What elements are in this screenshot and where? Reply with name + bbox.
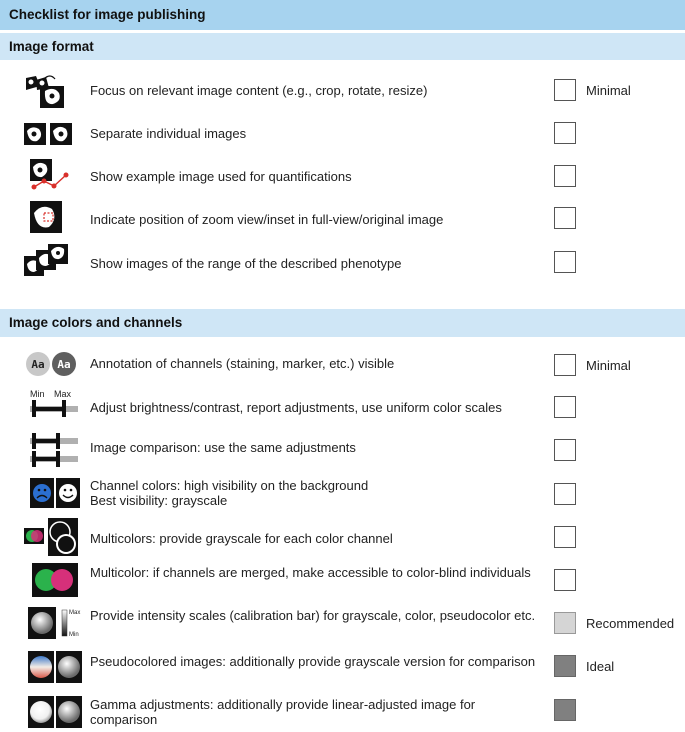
checklist-row <box>0 350 685 378</box>
checklist-row <box>0 518 685 558</box>
checklist-row <box>0 561 685 599</box>
level-label: Recommended <box>586 616 675 631</box>
level-label: Minimal <box>586 358 631 373</box>
item-text: Show images of the range of the described phenotype <box>90 256 402 271</box>
item-text: Provide intensity scales (calibration bar) for grayscale, color, pseudocolor etc. <box>90 608 536 623</box>
item-text: Adjust brightness/contrast, report adjustments, use uniform color scales <box>90 400 502 415</box>
separate-images-icon <box>22 117 82 151</box>
checklist-checkbox[interactable] <box>554 207 576 229</box>
checklist-checkbox[interactable] <box>554 396 576 418</box>
quantification-example-icon <box>22 157 82 193</box>
checklist-checkbox[interactable] <box>554 79 576 101</box>
item-text: Separate individual images <box>90 126 247 141</box>
svg-text:Min: Min <box>69 632 79 638</box>
item-text: Image comparison: use the same adjustments <box>90 440 356 455</box>
checklist-row <box>0 603 685 643</box>
svg-text:Aa: Aa <box>57 358 71 371</box>
item-text: Annotation of channels (staining, marker, etc.) visible <box>90 356 395 371</box>
gamma-icon <box>22 692 82 732</box>
checklist-row <box>0 157 685 193</box>
page-title: Checklist for image publishing <box>9 7 206 22</box>
checklist-title-bar <box>0 0 685 30</box>
item-text: Indicate position of zoom view/inset in full-view/original image <box>90 212 444 227</box>
checklist-checkbox-ideal[interactable] <box>554 699 576 721</box>
level-label: Minimal <box>586 83 631 98</box>
item-text: Multicolor: if channels are merged, make accessible to color-blind individuals <box>90 565 531 580</box>
phenotype-range-icon <box>22 242 82 282</box>
pseudocolor-icon <box>22 647 82 687</box>
checklist-checkbox[interactable] <box>554 122 576 144</box>
item-text: Focus on relevant image content (e.g., crop, rotate, resize) <box>90 83 428 98</box>
item-text: Show example image used for quantifications <box>90 169 352 184</box>
item-text: Gamma adjustments: additionally provide linear-adjusted image for comparison <box>90 697 476 727</box>
zoom-inset-icon <box>22 198 82 238</box>
checklist-row <box>0 692 685 732</box>
checklist-checkbox-ideal[interactable] <box>554 655 576 677</box>
same-adjustments-icon <box>22 430 82 468</box>
checklist-row <box>0 198 685 238</box>
channel-annotation-icon <box>22 350 82 378</box>
checklist-checkbox[interactable] <box>554 251 576 273</box>
checklist-checkbox[interactable] <box>554 439 576 461</box>
channel-visibility-icon <box>22 475 82 513</box>
checklist-row <box>0 647 685 687</box>
item-text: Multicolors: provide grayscale for each color channel <box>90 531 393 546</box>
checklist-checkbox[interactable] <box>554 354 576 376</box>
item-text: Pseudocolored images: additionally provide grayscale version for comparison <box>90 654 536 669</box>
svg-text:Max: Max <box>54 389 72 399</box>
svg-text:Max: Max <box>69 610 81 616</box>
checklist-row <box>0 430 685 468</box>
multicolor-grayscale-icon <box>22 518 82 558</box>
crop-rotate-icon <box>22 74 82 110</box>
color-blind-merge-icon <box>22 561 82 599</box>
svg-text:Min: Min <box>30 389 45 399</box>
brightness-contrast-icon <box>22 388 82 424</box>
checklist-row <box>0 388 685 424</box>
checklist-checkbox[interactable] <box>554 526 576 548</box>
section-heading-image-colors: Image colors and channels <box>0 309 685 337</box>
calibration-bar-icon <box>22 603 82 643</box>
item-text: Channel colors: high visibility on the background Best visibility: grayscale <box>90 478 369 508</box>
checklist-checkbox-recommended[interactable] <box>554 612 576 634</box>
checklist-checkbox[interactable] <box>554 483 576 505</box>
section-heading-image-format: Image format <box>0 33 685 60</box>
level-label: Ideal <box>586 659 615 674</box>
svg-text:Aa: Aa <box>31 358 45 371</box>
checklist-row <box>0 74 685 110</box>
checklist-row <box>0 117 685 151</box>
checklist-checkbox[interactable] <box>554 569 576 591</box>
checklist-checkbox[interactable] <box>554 165 576 187</box>
checklist-row <box>0 475 685 513</box>
checklist-row <box>0 242 685 282</box>
